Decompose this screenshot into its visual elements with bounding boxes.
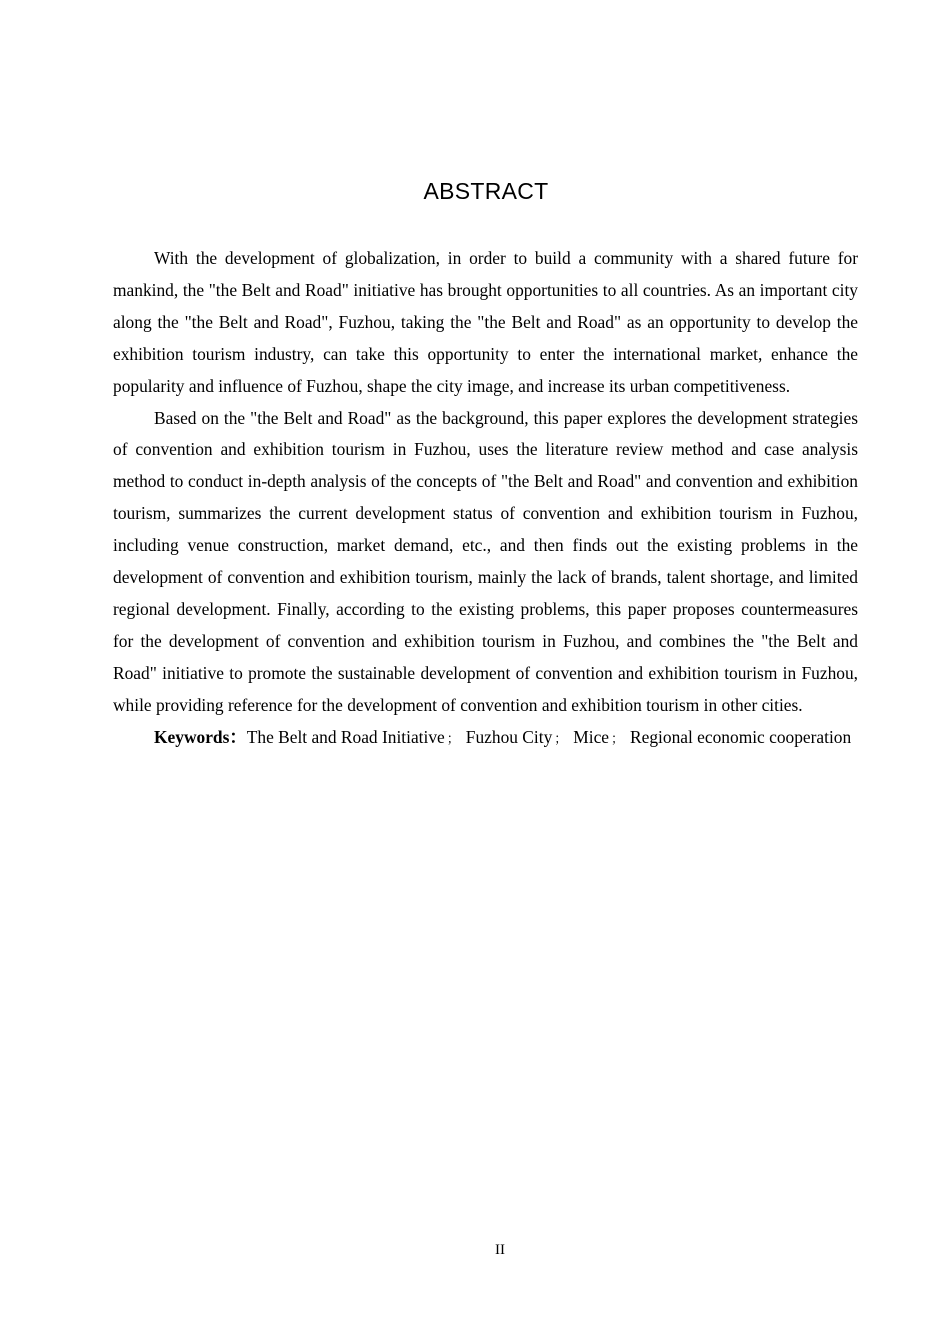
page-number: II [495, 1242, 505, 1258]
keyword-item: Mice [573, 726, 610, 747]
keywords-line [113, 722, 858, 755]
abstract-body [113, 243, 858, 755]
abstract-paragraph-2: Based on the "the Belt and Road" as the background, this paper explores the development strategies of convention and exhibition tourism in Fuzhou, uses the literature review method and case analysis method to conduct in-depth analysis of the concepts of "the Belt and Road" and convention and exhibition tourism, summarizes the current development status of convention and exhibition tourism in Fuzhou, including venue construction, market demand, etc., and then finds out the existing problems in the development of convention and exhibition tourism, mainly the lack of brands, talent shortage, and limited regional development. Finally, according to the existing problems, this paper proposes countermeasures for the development of convention and exhibition tourism in Fuzhou, and combines the "the Belt and Road" initiative to promote the sustainable development of convention and exhibition tourism in Fuzhou, while providing reference for the development of convention and exhibition tourism in other cities. [113, 407, 858, 715]
keyword-item: The Belt and Road Initiative [246, 726, 445, 747]
keyword-separator: ； [554, 730, 568, 746]
keyword-separator: ； [446, 730, 460, 746]
keywords-label: Keywords： [154, 726, 247, 747]
page-title: ABSTRACT [423, 178, 549, 204]
abstract-paragraph-1: With the development of globalization, in order to build a community with a shared future for mankind, the "the Belt and Road" initiative has brought opportunities to all countries. As an important city along the "the Belt and Road", Fuzhou, taking the "the Belt and Road" as an opportunity to develop the exhibition tourism industry, can take this opportunity to enter the international market, enhance the popularity and influence of Fuzhou, shape the city image, and increase its urban competitiveness. [113, 248, 858, 396]
keyword-separator: ； [611, 730, 625, 746]
keyword-item: Regional economic cooperation [630, 726, 852, 747]
keyword-item: Fuzhou City [465, 726, 553, 747]
